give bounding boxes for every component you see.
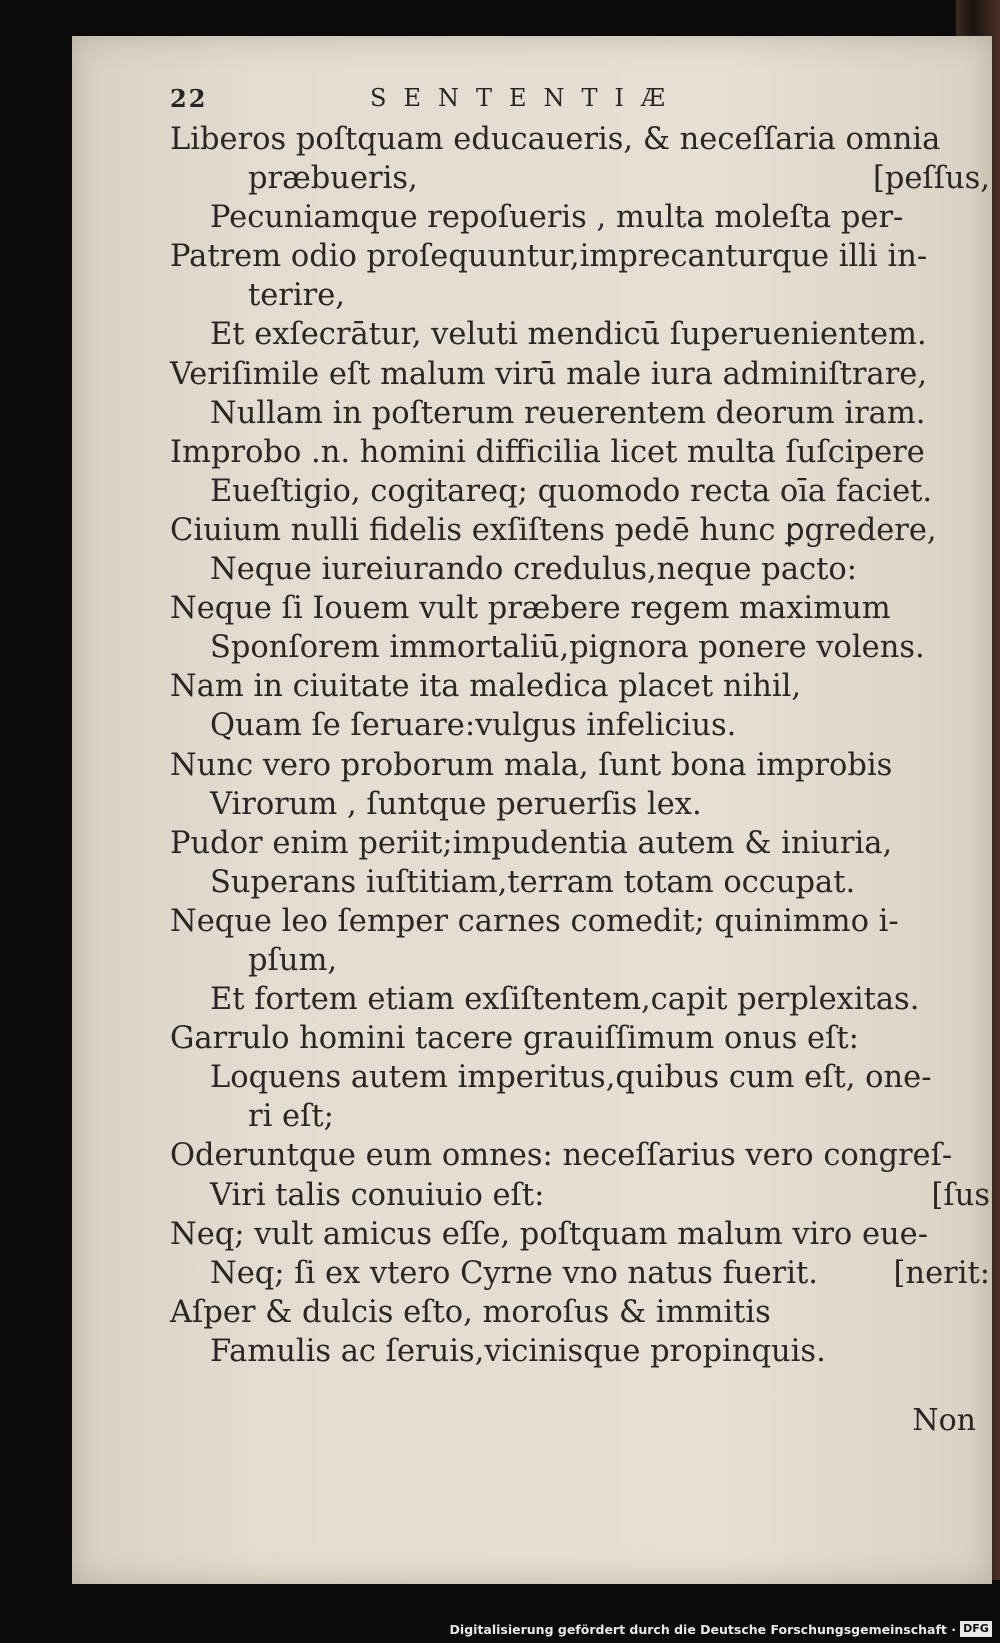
line-text: Neq; ſi ex vtero Cyrne vno natus fuerit. [210,1255,818,1291]
line-text: Neque iureiurando credulus,neque pacto: [210,552,857,588]
text-line [170,1215,990,1254]
text-line [170,1058,990,1097]
line-text: Oderuntque eum omnes: neceſſarius vero congreſ- [170,1138,953,1174]
line-text: Loquens autem imperitus,quibus cum eſt, one- [210,1060,932,1096]
text-line [170,1019,990,1058]
text-line [170,902,990,941]
line-turnover: [ſus [931,1177,990,1213]
line-text: Quam ſe ſeruare:vulgus infelicius. [210,708,737,744]
line-text: Et exſecrātur, veluti mendicū ſuperuenientem. [210,317,927,353]
line-text: Ciuium nulli fidelis exſiſtens pedē hunc ꝑgredere, [170,512,937,548]
text-block [170,120,990,1371]
text-line [170,394,990,433]
line-text: Veriſimile eſt malum virū male iura adminiſtrare, [170,356,928,392]
text-line [170,237,990,276]
line-text: Nunc vero proborum mala, ſunt bona improbis [170,747,893,783]
line-text: Neque ſi Iouem vult præbere regem maximum [170,591,891,627]
text-line [170,276,990,315]
text-line [170,941,990,980]
text-line [170,433,990,472]
line-text: terire, [248,278,345,314]
text-line [170,120,990,159]
line-text: Patrem odio proſequuntur,imprecanturque illi in- [170,239,928,275]
line-text: Garrulo homini tacere grauiſſimum onus eſt: [170,1021,859,1057]
line-text: præbueris, [248,161,418,197]
text-line [170,315,990,354]
text-line [170,1136,990,1175]
line-text: ri eſt; [248,1099,334,1135]
text-line [170,355,990,394]
line-text: Pecuniamque repoſueris , multa moleſta per- [210,200,904,236]
line-text: Viri talis conuiuio eſt: [210,1177,545,1213]
text-line [170,511,990,550]
text-line [170,159,990,198]
digitization-footer [0,1618,1000,1643]
text-line [170,1293,990,1332]
text-line [170,1176,990,1215]
line-text: Nam in ciuitate ita maledica placet nihil, [170,669,802,705]
line-text: Sponſorem immortaliū,pignora ponere volens. [210,630,925,666]
text-line [170,628,990,667]
funding-credit: Digitalisierung gefördert durch die Deutsche Forschungsgemeinschaft · [449,1622,956,1637]
line-turnover: [peſſus, [872,161,990,197]
text-line [170,1254,990,1293]
line-text: Famulis ac ſeruis,vicinisque propinquis. [210,1333,826,1369]
line-text: Liberos poſtquam educaueris, & neceſſaria omnia [170,122,941,157]
text-line [170,824,990,863]
line-text: Neq; vult amicus eſſe, poſtquam malum viro eue- [170,1216,929,1252]
line-text: pſum, [248,942,338,978]
line-text: Neque leo ſemper carnes comedit; quinimmo i- [170,903,899,939]
line-text: Virorum , ſuntque peruerſis lex. [210,786,702,822]
text-line [170,863,990,902]
text-line [170,550,990,589]
text-line [170,746,990,785]
catchword: Non [912,1403,976,1438]
text-line [170,589,990,628]
text-line [170,198,990,237]
line-text: Eueſtigio, cogitareq; quomodo recta oīa faciet. [210,473,933,509]
line-text: Aſper & dulcis eſto, moroſus & immitis [170,1294,771,1330]
line-turnover: [nerit: [893,1255,990,1291]
line-text: Pudor enim periit;impudentia autem & iniuria, [170,825,893,861]
line-text: Superans iuſtitiam,terram totam occupat. [210,864,856,900]
text-line [170,1097,990,1136]
text-line [170,667,990,706]
text-line [170,785,990,824]
line-text: Et fortem etiam exſiſtentem,capit perplexitas. [210,982,920,1018]
text-line [170,472,990,511]
dfg-logo: DFG [960,1621,992,1637]
page-number: 22 [170,84,208,113]
text-line [170,980,990,1019]
line-text: Nullam in poſterum reuerentem deorum iram. [210,395,926,431]
text-line [170,706,990,745]
text-line [170,1332,990,1371]
running-title: SENTENTIÆ [370,84,682,112]
line-text: Improbo .n. homini difficilia licet multa ſuſcipere [170,434,925,470]
